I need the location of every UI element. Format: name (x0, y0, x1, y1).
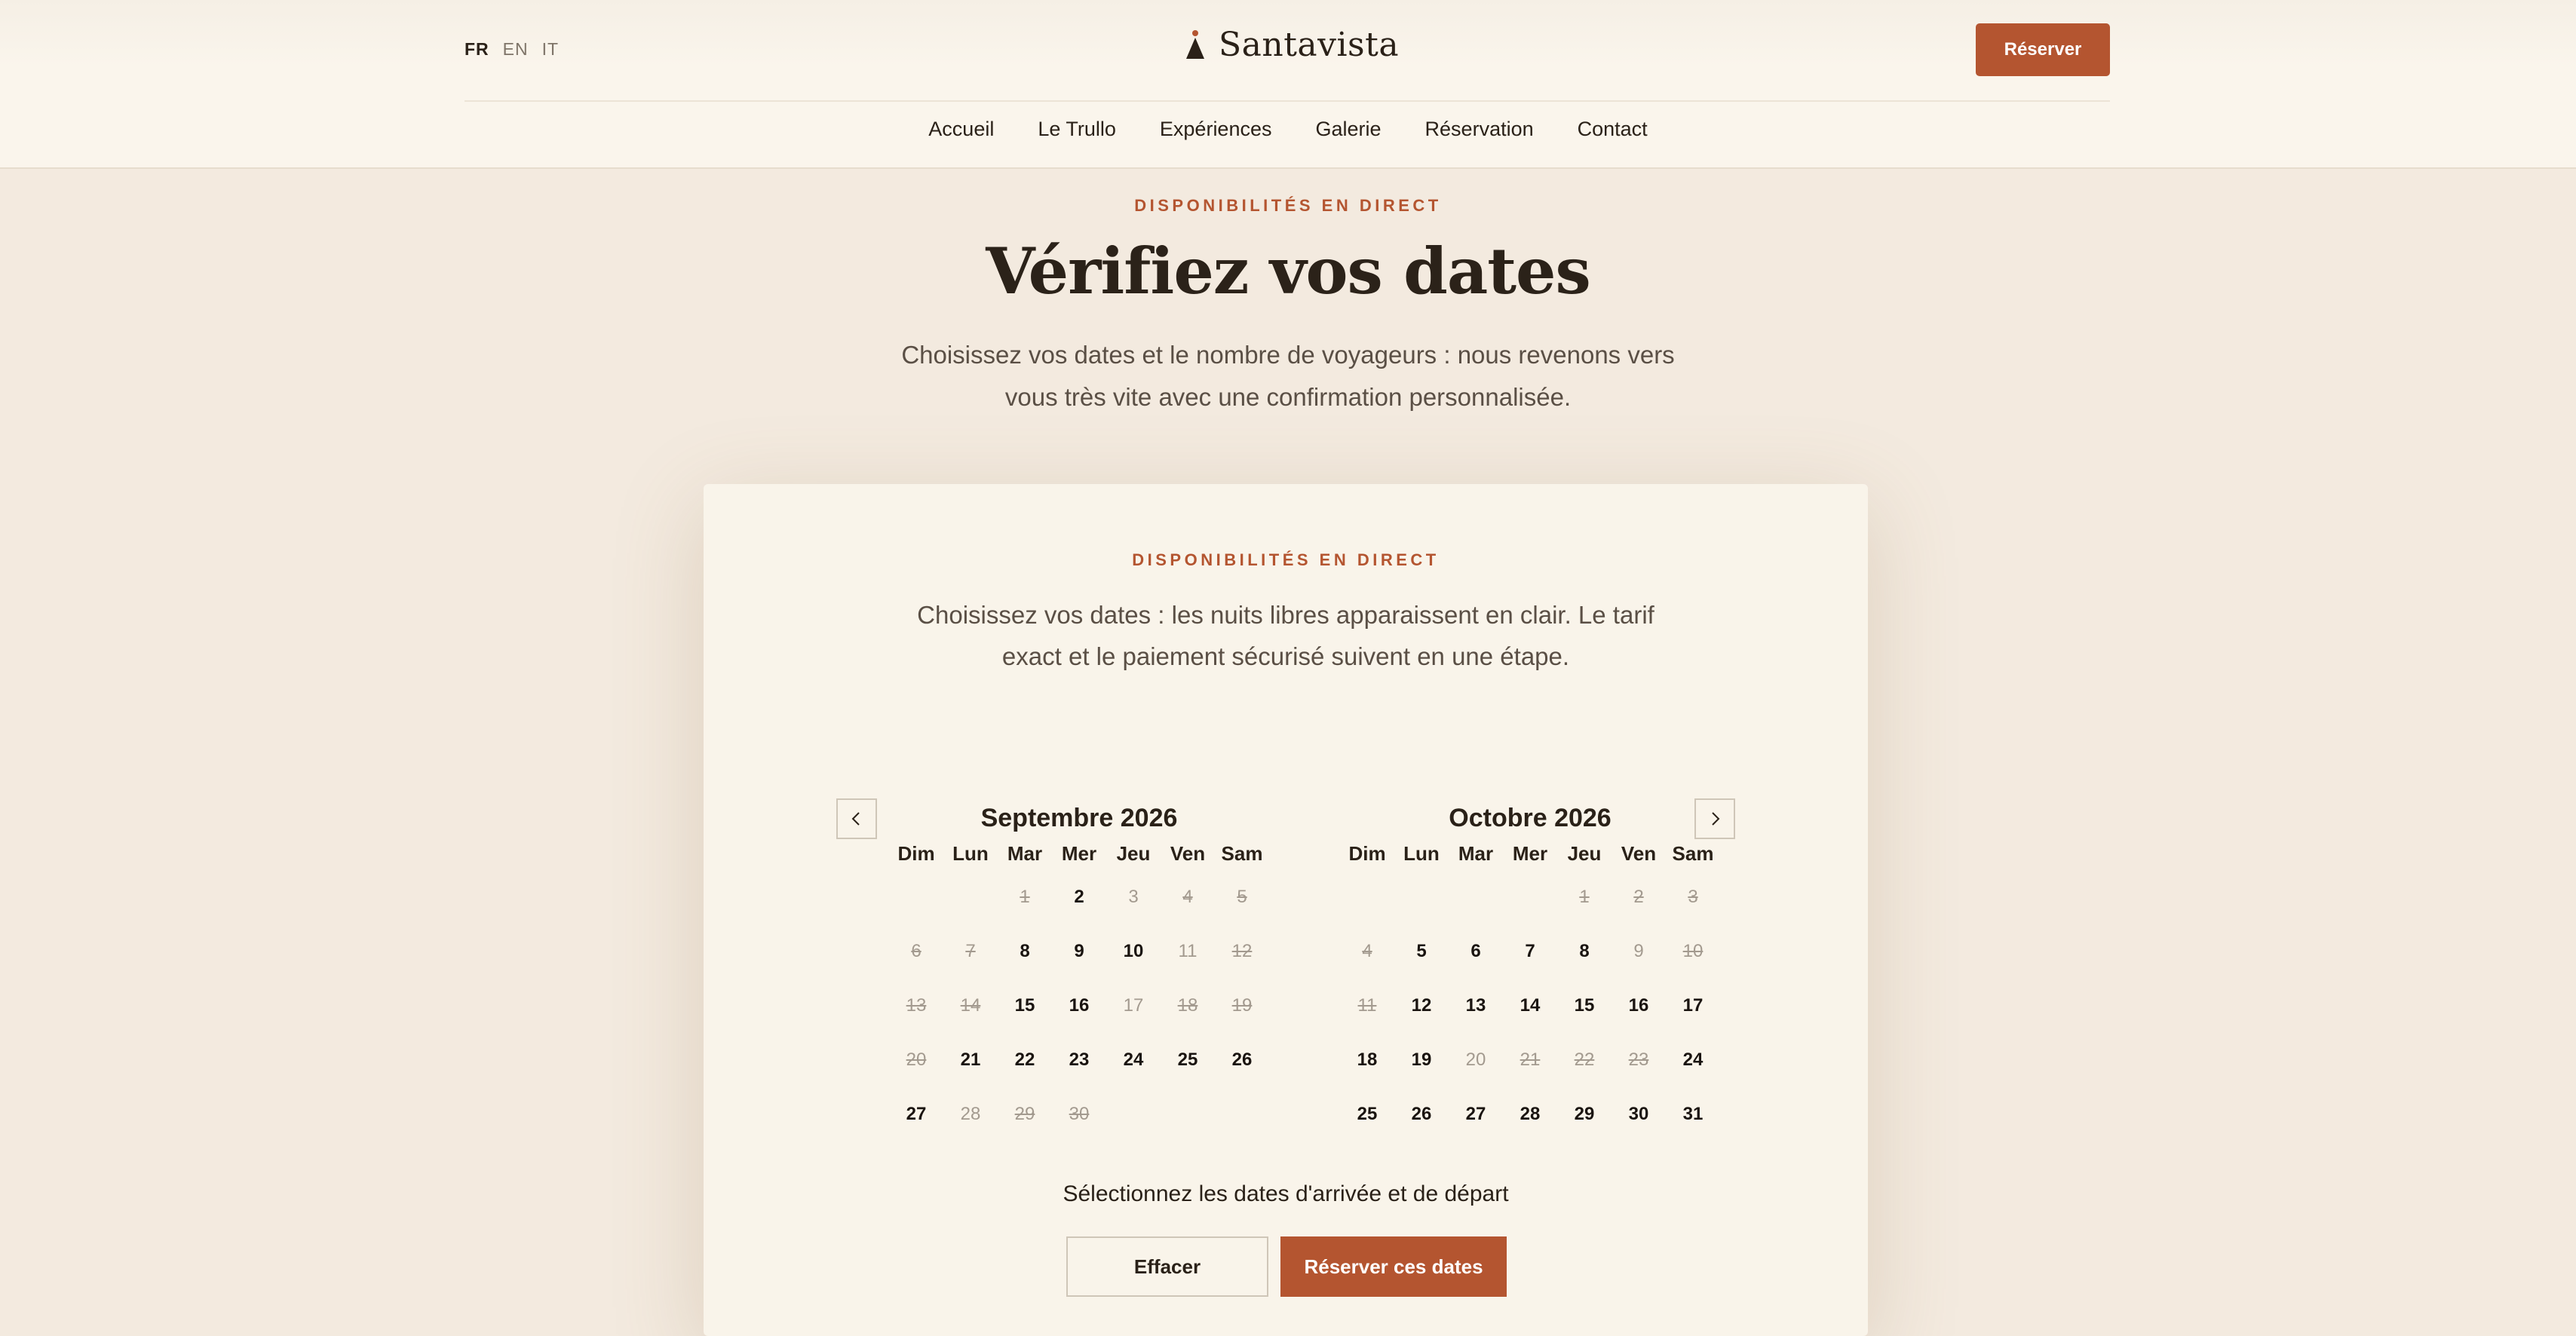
weekday-header: Mer (1061, 842, 1097, 865)
calendar-day-available[interactable]: 8 (1020, 941, 1030, 961)
calendar-empty-cell (889, 870, 943, 924)
weekday-header: Sam (1221, 842, 1263, 865)
clear-button[interactable]: Effacer (1066, 1236, 1268, 1297)
calendar-day-unavailable: 9 (1633, 941, 1644, 961)
calendar-day-booked: 13 (906, 995, 927, 1016)
weekday-header: Ven (1621, 842, 1657, 865)
brand-name: Santavista (1219, 26, 1400, 64)
calendar-day-booked: 1 (1579, 887, 1590, 907)
calendar-month-september (885, 799, 1274, 1141)
hero-subtitle: Choisissez vos dates et le nombre de voyageurs : nous revenons vers vous très vite avec une confirmation personnalisée. (901, 341, 1675, 411)
calendar-day-booked: 3 (1688, 887, 1698, 907)
calendar-day-available[interactable]: 24 (1682, 1049, 1704, 1070)
calendar-day-available[interactable]: 29 (1574, 1104, 1595, 1124)
calendar-day-available[interactable]: 30 (1628, 1104, 1649, 1124)
weekday-header: Lun (1403, 842, 1440, 865)
calendar-day-booked: 2 (1633, 887, 1644, 907)
calendar-empty-cell (1394, 870, 1449, 924)
booking-eyebrow: DISPONIBILITÉS EN DIRECT (1132, 550, 1440, 569)
nav-item-le-trullo[interactable]: Le Trullo (1038, 118, 1116, 140)
reserve-button[interactable]: Réserver (1976, 23, 2110, 76)
calendar-day-booked: 4 (1182, 887, 1193, 907)
site-header (0, 0, 2576, 169)
calendar-day-booked: 4 (1362, 941, 1372, 961)
calendar-day-available[interactable]: 10 (1123, 941, 1144, 961)
calendar-day-available[interactable]: 5 (1416, 941, 1427, 961)
calendar-day-available[interactable]: 2 (1074, 887, 1084, 907)
calendar-day-unavailable: 3 (1128, 887, 1139, 907)
calendar-day-available[interactable]: 28 (1520, 1104, 1541, 1124)
calendar-day-available[interactable]: 26 (1411, 1104, 1432, 1124)
calendar-day-booked: 11 (1357, 995, 1377, 1016)
calendar-day-booked: 12 (1231, 941, 1253, 961)
calendar-empty-cell (943, 870, 998, 924)
month-title: Septembre 2026 (980, 804, 1178, 832)
calendar-day-booked: 29 (1014, 1104, 1035, 1124)
nav-item-experiences[interactable]: Expériences (1159, 118, 1272, 140)
calendar-day-unavailable: 17 (1123, 995, 1144, 1016)
weekday-header: Mer (1512, 842, 1548, 865)
calendar-day-booked: 18 (1177, 995, 1198, 1016)
calendar-day-available[interactable]: 24 (1123, 1049, 1144, 1070)
calendar-day-available[interactable]: 14 (1520, 995, 1541, 1016)
nav-item-galerie[interactable]: Galerie (1315, 118, 1382, 140)
nav-item-contact[interactable]: Contact (1577, 118, 1648, 140)
weekday-header: Dim (897, 842, 935, 865)
calendar-day-available[interactable]: 18 (1357, 1049, 1378, 1070)
calendar-day-available[interactable]: 9 (1074, 941, 1084, 961)
lang-it[interactable]: IT (541, 39, 560, 59)
calendar-day-available[interactable]: 13 (1465, 995, 1486, 1016)
calendar-day-available[interactable]: 19 (1411, 1049, 1432, 1070)
calendar-month-october (1336, 799, 1725, 1141)
trullo-logo-icon (1184, 29, 1207, 62)
booking-card (704, 484, 1868, 1336)
page-title: Vérifiez vos dates (986, 234, 1590, 308)
selection-message: Sélectionnez les dates d'arrivée et de départ (1063, 1181, 1509, 1206)
calendar-day-available[interactable]: 27 (1465, 1104, 1486, 1124)
weekday-header: Ven (1170, 842, 1206, 865)
calendar-day-available[interactable]: 26 (1231, 1049, 1253, 1070)
calendar-day-available[interactable]: 25 (1357, 1104, 1378, 1124)
calendar-day-available[interactable]: 27 (906, 1104, 927, 1124)
calendar-day-booked: 14 (960, 995, 981, 1016)
language-switcher (465, 39, 559, 60)
book-dates-button[interactable]: Réserver ces dates (1280, 1236, 1507, 1297)
calendar-day-booked: 22 (1574, 1049, 1595, 1070)
calendar-empty-cell (1503, 870, 1557, 924)
calendar-day-available[interactable]: 16 (1069, 995, 1090, 1016)
lang-en[interactable]: EN (502, 39, 529, 59)
calendar-day-available[interactable]: 6 (1470, 941, 1481, 961)
nav-item-reservation[interactable]: Réservation (1424, 118, 1534, 140)
header-divider (465, 100, 2110, 102)
weekday-header: Jeu (1567, 842, 1602, 865)
brand-logo[interactable] (1184, 26, 1399, 64)
calendar-day-booked: 5 (1237, 887, 1247, 907)
calendar-day-unavailable: 28 (960, 1104, 981, 1124)
calendar-day-available[interactable]: 15 (1574, 995, 1595, 1016)
calendar-day-available[interactable]: 15 (1014, 995, 1035, 1016)
lang-fr[interactable]: FR (465, 39, 489, 59)
main-nav (0, 118, 2576, 141)
prev-month-button[interactable] (836, 798, 877, 839)
calendar-day-booked: 21 (1520, 1049, 1541, 1070)
calendar-grid (889, 837, 1269, 1141)
calendar-day-booked: 20 (906, 1049, 927, 1070)
weekday-header: Lun (952, 842, 989, 865)
calendar-day-available[interactable]: 7 (1525, 941, 1535, 961)
chevron-left-icon (848, 810, 865, 827)
booking-subtitle: Choisissez vos dates : les nuits libres apparaissent en clair. Le tarif exact et le paiement sécurisé suivent en une étape. (917, 601, 1654, 670)
calendar-day-booked: 19 (1231, 995, 1253, 1016)
weekday-header: Dim (1348, 842, 1386, 865)
calendar-day-available[interactable]: 23 (1069, 1049, 1090, 1070)
calendar-day-unavailable: 11 (1178, 941, 1198, 961)
calendar-day-available[interactable]: 8 (1579, 941, 1590, 961)
calendar-day-booked: 7 (965, 941, 976, 961)
weekday-header: Mar (1458, 842, 1494, 865)
weekday-header: Mar (1007, 842, 1043, 865)
calendar-empty-cell (1340, 870, 1394, 924)
calendar-day-available[interactable]: 25 (1177, 1049, 1198, 1070)
calendar-empty-cell (1449, 870, 1503, 924)
hero-eyebrow: DISPONIBILITÉS EN DIRECT (1134, 196, 1442, 215)
calendar-day-booked: 30 (1069, 1104, 1090, 1124)
month-title: Octobre 2026 (1449, 804, 1612, 832)
calendar-day-available[interactable]: 17 (1682, 995, 1704, 1016)
calendar-day-available[interactable]: 31 (1682, 1104, 1704, 1124)
calendar-day-available[interactable]: 16 (1628, 995, 1649, 1016)
calendar-day-booked: 6 (911, 941, 922, 961)
calendar-grid (1340, 837, 1720, 1141)
weekday-header: Jeu (1116, 842, 1151, 865)
calendar-day-available[interactable]: 21 (960, 1049, 981, 1070)
calendar-day-available[interactable]: 12 (1411, 995, 1432, 1016)
calendar-day-available[interactable]: 22 (1014, 1049, 1035, 1070)
calendar-day-unavailable: 20 (1465, 1049, 1486, 1070)
calendar-day-booked: 10 (1682, 941, 1704, 961)
weekday-header: Sam (1672, 842, 1714, 865)
nav-item-accueil[interactable]: Accueil (928, 118, 995, 140)
calendar-day-booked: 23 (1628, 1049, 1649, 1070)
calendar-day-booked: 1 (1020, 887, 1030, 907)
